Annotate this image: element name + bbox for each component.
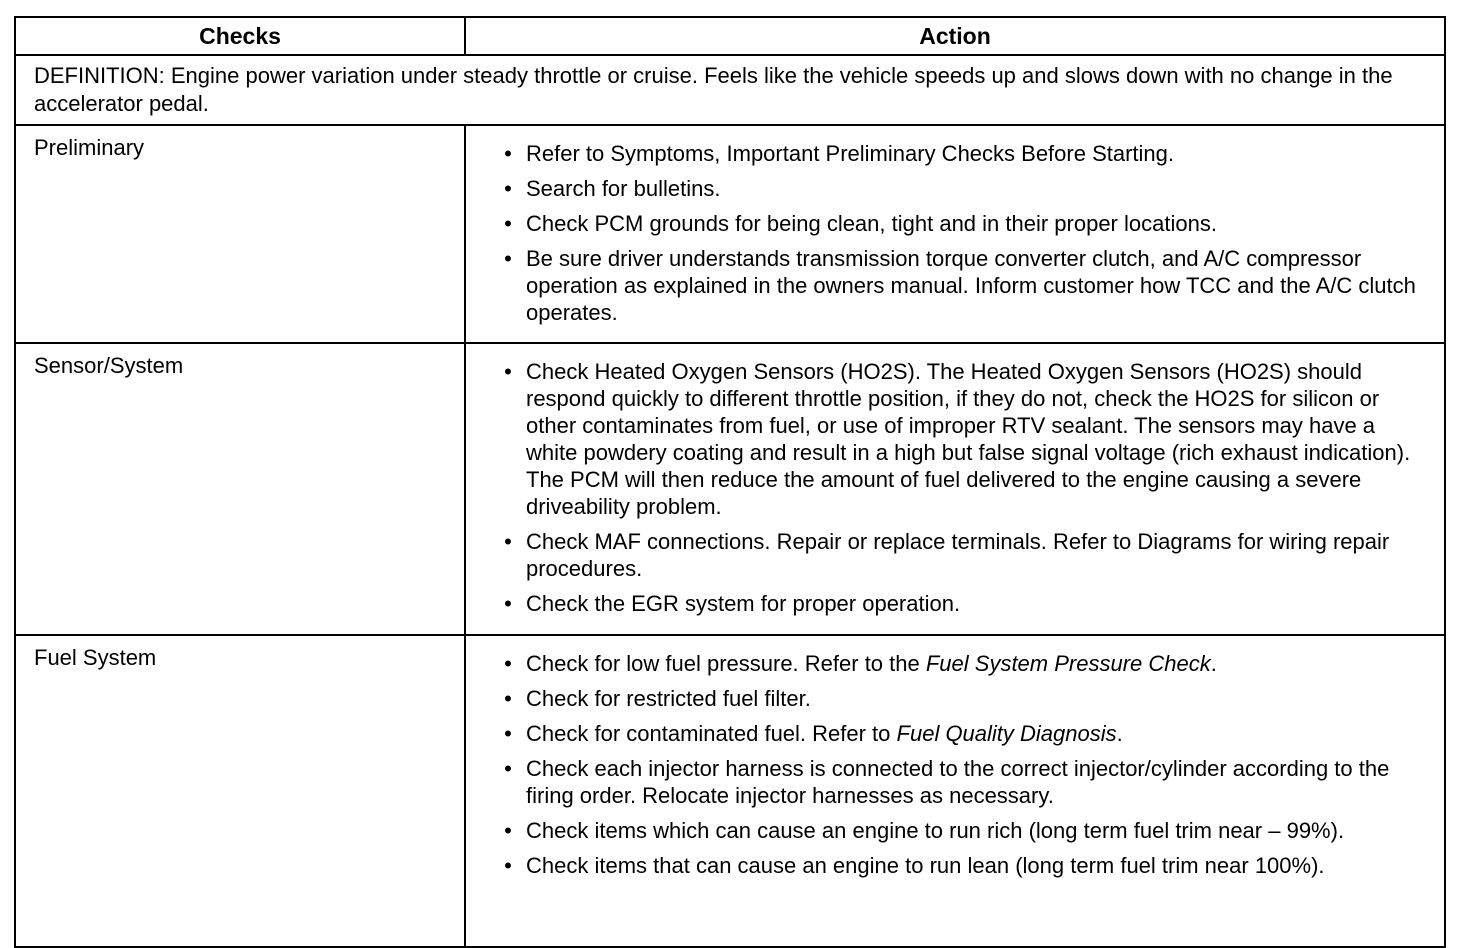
bullet-icon: • — [504, 359, 512, 384]
action-item — [500, 720, 1428, 747]
action-cell — [465, 125, 1445, 343]
reference-link-text: Fuel Quality Diagnosis — [896, 721, 1117, 746]
bullet-icon: • — [504, 211, 512, 236]
bullet-icon: • — [504, 529, 512, 554]
action-text: Check for contaminated fuel. Refer to — [526, 721, 897, 746]
action-text: Check MAF connections. Repair or replace terminals. Refer to Diagrams for wiring repair procedures. — [526, 529, 1390, 581]
table-row — [15, 125, 1445, 343]
action-item — [500, 528, 1428, 582]
action-item — [500, 358, 1428, 520]
bullet-icon: • — [504, 591, 512, 616]
action-item — [500, 140, 1428, 167]
bullet-icon: • — [504, 721, 512, 746]
diagnostic-table — [14, 16, 1446, 948]
bullet-icon: • — [504, 686, 512, 711]
action-text: Check items that can cause an engine to run lean (long term fuel trim near 100%). — [526, 853, 1325, 878]
action-text: Check for low fuel pressure. Refer to the — [526, 651, 926, 676]
action-cell — [465, 343, 1445, 635]
action-text: Be sure driver understands transmission torque converter clutch, and A/C compressor operation as explained in the owners manual. Inform customer how TCC and the A/C clutch operates. — [526, 246, 1416, 325]
reference-link-text: Fuel System Pressure Check — [925, 651, 1211, 676]
action-item — [500, 210, 1428, 237]
action-item — [500, 852, 1428, 879]
definition-row — [15, 55, 1445, 125]
action-text: Check the EGR system for proper operation. — [526, 591, 961, 616]
action-item — [500, 245, 1428, 326]
bullet-icon: • — [504, 246, 512, 271]
action-list — [500, 358, 1428, 617]
action-list — [500, 140, 1428, 326]
action-text: Check Heated Oxygen Sensors (HO2S). The Heated Oxygen Sensors (HO2S) should respond quickly to different throttle position, if they do not, check the HO2S for silicon or other contaminates from fuel, or use of improper RTV sealant. The sensors may have a white powdery coating and result in a high but false signal voltage (rich exhaust indication). The PCM will then reduce the amount of fuel delivered to the engine causing a severe driveability problem. — [526, 359, 1411, 519]
bullet-icon: • — [504, 756, 512, 781]
action-item — [500, 755, 1428, 809]
bullet-icon: • — [504, 651, 512, 676]
action-item — [500, 817, 1428, 844]
action-cell — [465, 635, 1445, 947]
action-text: Search for bulletins. — [526, 176, 721, 201]
bullet-icon: • — [504, 853, 512, 878]
check-name-fuel-system: Fuel System — [15, 635, 465, 947]
check-name-sensor-system: Sensor/System — [15, 343, 465, 635]
definition-text: DEFINITION: Engine power variation under steady throttle or cruise. Feels like the vehicle speeds up and slows down with no change in the accelerator pedal. — [15, 55, 1445, 125]
diagnostic-table-container — [14, 16, 1444, 948]
bullet-icon: • — [504, 141, 512, 166]
action-text: Check each injector harness is connected to the correct injector/cylinder according to the firing order. Relocate injector harnesses as necessary. — [526, 756, 1390, 808]
action-text-tail: . — [1116, 721, 1123, 746]
action-text-tail: . — [1210, 651, 1217, 676]
action-item — [500, 650, 1428, 677]
bullet-icon: • — [504, 176, 512, 201]
action-text: Refer to Symptoms, Important Preliminary Checks Before Starting. — [526, 141, 1175, 166]
action-text: Check items which can cause an engine to run rich (long term fuel trim near – 99%). — [526, 818, 1345, 843]
action-list — [500, 650, 1428, 879]
header-row — [15, 17, 1445, 55]
action-item — [500, 685, 1428, 712]
table-row — [15, 635, 1445, 947]
action-item — [500, 590, 1428, 617]
action-text: Check for restricted fuel filter. — [526, 686, 811, 711]
action-item — [500, 175, 1428, 202]
header-checks: Checks — [15, 17, 465, 55]
bullet-icon: • — [504, 818, 512, 843]
check-name-preliminary: Preliminary — [15, 125, 465, 343]
header-action: Action — [465, 17, 1445, 55]
table-row — [15, 343, 1445, 635]
action-text: Check PCM grounds for being clean, tight and in their proper locations. — [526, 211, 1217, 236]
